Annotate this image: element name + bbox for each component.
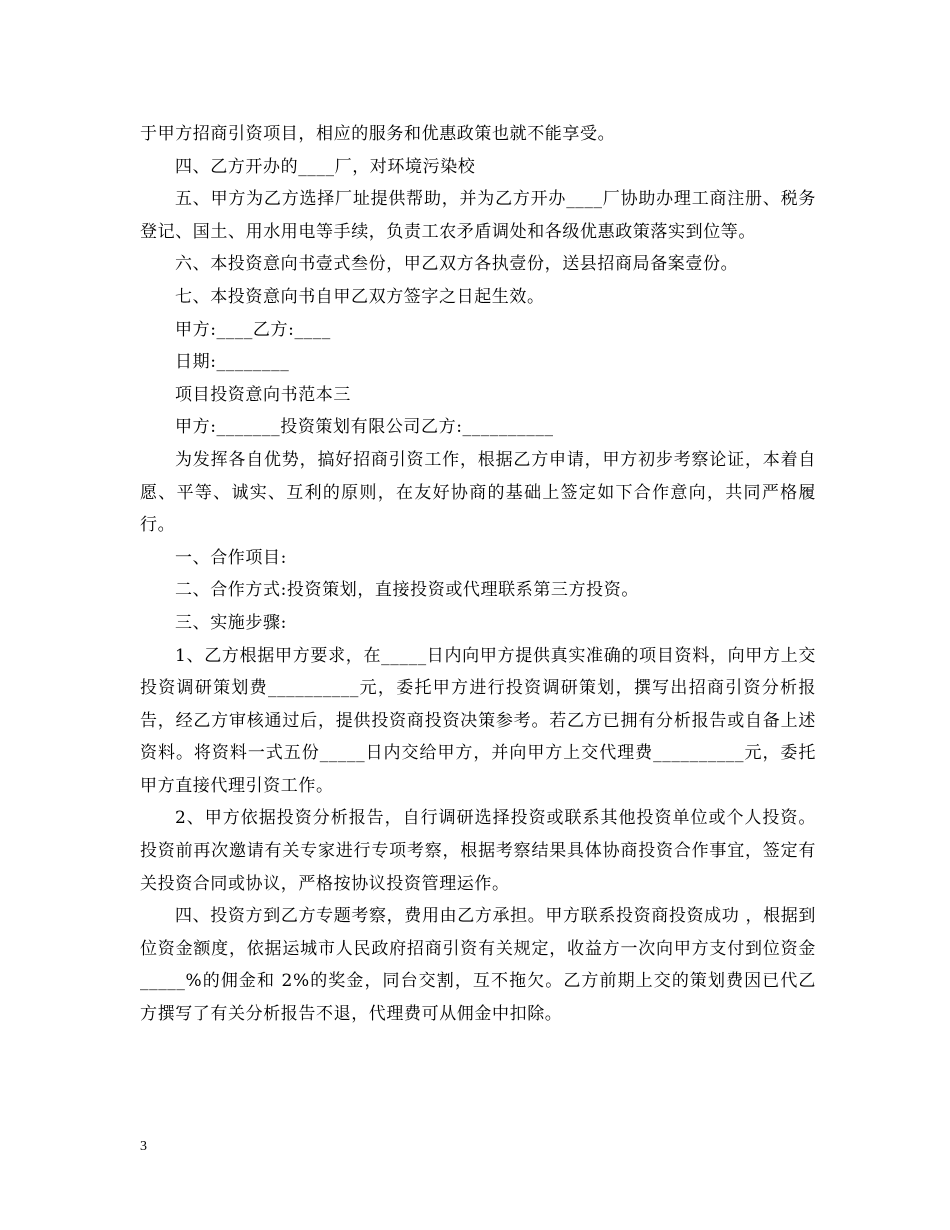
document-body [140, 118, 816, 1031]
date-line: 日期:________ [175, 352, 290, 373]
paragraph-item-1: 一、合作项目: [175, 547, 287, 568]
paragraph-item-2: 二、合作方式:投资策划，直接投资或代理联系第三方投资。 [175, 580, 639, 601]
paragraph-clause-6: 六、本投资意向书壹式叁份，甲乙双方各执壹份，送县招商局备案壹份。 [175, 254, 739, 275]
paragraph-continuation: 于甲方招商引资项目，相应的服务和优惠政策也就不能享受。 [140, 124, 616, 144]
paragraph-item-4: 四、投资方到乙方专题考察，费用由乙方承担。甲方联系投资商投资成功 ，根据到位资金额度，依据运城市人民政府招商引资有关规定，收益方一次向甲方支付到位资金_____%的佣金和 2%的奖金，同台交割，互不拖欠。乙方前期上交的策划费因已代乙方撰写了有关分析报告不退，代理费可从佣金中扣除。 [140, 906, 816, 1025]
paragraph-step-2: 2、甲方依据投资分析报告，自行调研选择投资或联系其他投资单位或个人投资。投资前再次邀请有关专家进行专项考察，根据考察结果具体协商投资合作事宜，签定有关投资合同或协议，严格按协议投资管理运作。 [140, 808, 816, 894]
paragraph-item-3: 三、实施步骤: [175, 612, 287, 633]
paragraph-clause-4: 四、乙方开办的____厂，对环境污染校 [175, 156, 476, 177]
paragraph-clause-7: 七、本投资意向书自甲乙双方签字之日起生效。 [175, 286, 545, 307]
parties-line: 甲方:_______投资策划有限公司乙方:__________ [175, 417, 554, 438]
paragraph-preamble: 为发挥各自优势，搞好招商引资工作，根据乙方申请，甲方初步考察论证，本着自愿、平等、诚实、互利的原则，在友好协商的基础上签定如下合作意向，共同严格履行。 [140, 449, 816, 536]
section-title: 项目投资意向书范本三 [175, 384, 351, 405]
paragraph-clause-5: 五、甲方为乙方选择厂址提供帮助，并为乙方开办____厂协助办理工商注册、税务登记、国土、用水用电等手续，负责工农矛盾调处和各级优惠政策落实到位等。 [140, 189, 816, 242]
page-number: 3 [140, 1139, 147, 1154]
paragraph-step-1: 1、乙方根据甲方要求，在_____日内向甲方提供真实准确的项目资料，向甲方上交投资调研策划费__________元，委托甲方进行投资调研策划，撰写出招商引资分析报告，经乙方审核通过后，提供投资商投资决策参考。若乙方已拥有分析报告或自备上述资料。将资料一式五份_____日内交给甲方，并向甲方上交代理费__________元，委托甲方直接代理引资工作。 [140, 645, 816, 796]
signature-line: 甲方:____乙方:____ [175, 319, 331, 340]
